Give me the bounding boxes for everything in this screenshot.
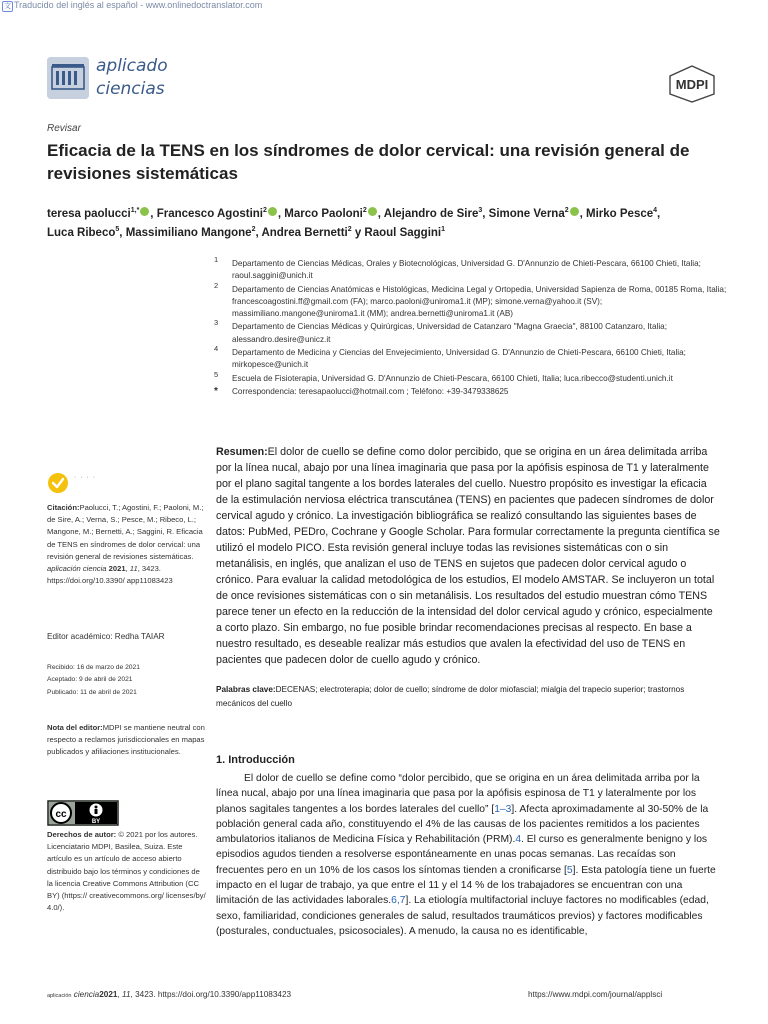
translator-link[interactable]: Traducido del inglés al español - www.onlinedoctranslator.com	[14, 0, 263, 10]
cc-by-license-badge[interactable]	[47, 800, 119, 826]
affiliation-item	[214, 255, 734, 283]
mdpi-logo-icon	[664, 64, 720, 104]
author-name[interactable]: Andrea Bernetti	[261, 226, 348, 239]
citation-journal: aplicación ciencia	[47, 564, 107, 574]
author-affiliation-mark: 2	[347, 225, 352, 233]
svg-text:cc: cc	[55, 809, 67, 820]
orcid-icon[interactable]	[570, 207, 579, 216]
author-name[interactable]: Mirko Pesce	[586, 207, 654, 220]
author-affiliation-mark: 1,*	[130, 207, 140, 214]
affiliation-item	[214, 344, 734, 372]
copyright	[47, 829, 207, 914]
footer-doi[interactable]: , 3423. https://doi.org/10.3390/app11083423	[130, 990, 292, 999]
author-name[interactable]: Luca Ribeco	[47, 226, 116, 239]
footer-year: 2021	[99, 990, 118, 999]
reference-link[interactable]: 5	[566, 864, 573, 876]
correspondence	[214, 386, 734, 398]
citation-volume: 11	[129, 564, 138, 574]
citation-label: Citación:	[47, 503, 80, 512]
author-name[interactable]: Simone Verna	[488, 207, 565, 220]
correspondence-mark: *	[214, 385, 218, 397]
published-date: Publicado: 11 de abril de 2021	[47, 688, 137, 696]
author-affiliation-mark: 2	[251, 225, 256, 233]
citation-text: Paolucci, T.; Agostini, F.; Paoloni, M.; de Sire, A.; Verna, S.; Pesce, M.; Ribeco, L.; Mangone, M.; Bernetti, A.; Saggini, R. Eficacia de TENS en síndromes de dolor cervical: una revisión general de revisiones sistemáticas.	[47, 503, 204, 561]
affiliation-item	[214, 318, 734, 346]
author-name[interactable]: teresa paolucci	[47, 207, 131, 220]
intro-text: ]. Afecta aproximadamente al 30-50% de la población general cada año, constituyendo el 4% de las causas de los pacientes remitidos a los pacientes ambulatorios italianos de Medicina Física y Rehabilitación (PRM).	[216, 803, 709, 846]
author-affiliation-mark: 3	[478, 207, 483, 214]
intro-text: El dolor de cuello se define como “dolor percibido, que se origina en un área delimitada arriba por la línea nucal, abajo por una línea imaginaria que pasa por la apófisis espinosa de T1 y lateralmente por los planos sagitales tangentes a los bordes laterales del cuello” [	[216, 773, 700, 815]
orcid-icon[interactable]	[368, 207, 377, 216]
cc-badge-text: BY	[91, 819, 101, 825]
author-affiliation-mark: 5	[115, 225, 120, 233]
dates	[47, 662, 207, 699]
affiliation-text: Departamento de Ciencias Médicas, Orales y Biotecnológicas, Universidad G. D'Annunzio de Chieti-Pescara, 66100 Chieti, Italia; raoul.saggini@unich.it	[232, 259, 701, 281]
affiliation-number: 5	[214, 369, 219, 379]
author-list: teresa paolucci$^{1,*}$ , Francesco Agostini$^2$ , Marco Paoloni$^2$ , Alejandro de Sire$^3$, Simone Verna$^2$ , Mirko Pesce$^4$, Luca Ribeco$^5$, Massimiliano Mangone$^2$, Andrea Bernetti$^2$ y Raoul Saggini$^1$	[47, 207, 661, 239]
keywords-text: DECENAS; electroterapia; dolor de cuello; síndrome de dolor miofascial; mialgia del trapecio superior; trastornos mecánicos del cuello	[216, 685, 685, 708]
author-affiliation-mark: 1	[441, 225, 446, 233]
intro-text: ]. Esta patología tiene un fuerte impacto en el lugar de trabajo, ya que entre el 11 y el 14 % de los trabajadores se encuentran con una limitación de las actividades laborales.	[216, 864, 716, 907]
author-name[interactable]: Massimiliano Mangone	[125, 226, 252, 239]
author-name[interactable]: Alejandro de Sire	[383, 207, 479, 220]
affiliation-item	[214, 369, 734, 385]
reference-link[interactable]: 4	[515, 834, 522, 846]
keywords	[216, 683, 720, 711]
check-for-updates-dots: · · · ·	[74, 474, 97, 481]
keywords-label: Palabras clave:	[216, 685, 276, 694]
footer-volume: 11	[122, 990, 131, 999]
affiliation-number: 3	[214, 318, 219, 328]
publisher-name: MDPI	[675, 77, 709, 92]
journal-name-line1: aplicado	[96, 56, 168, 76]
author-name[interactable]: Francesco Agostini	[156, 207, 263, 220]
orcid-icon[interactable]	[268, 207, 277, 216]
affiliation-number: 4	[214, 344, 219, 354]
citation-doi[interactable]: , 3423. https://doi.org/10.3390/ app11083423	[47, 564, 173, 586]
author-affiliation-mark: 4	[653, 207, 658, 214]
copyright-label: Derechos de autor:	[47, 830, 117, 839]
affiliation-number: 2	[214, 280, 219, 290]
accepted-date: Aceptado: 9 de abril de 2021	[47, 676, 133, 684]
journal-name-line2: ciencias	[96, 79, 165, 99]
author-affiliation-mark: 2	[262, 207, 267, 214]
affiliation-text: Escuela de Fisioterapia, Universidad G. D'Annunzio de Chieti-Pescara, 66100 Chieti, Italia; luca.ribecco@studenti.unich.it	[232, 373, 673, 383]
affiliation-item	[214, 280, 734, 321]
author-name[interactable]: y Raoul Saggini	[354, 226, 442, 239]
section-heading: 1. Introducción	[216, 754, 295, 766]
journal-logo-icon	[47, 57, 89, 99]
author-affiliation-mark: 2	[564, 207, 569, 214]
academic-editor: Editor académico: Redha TAIAR	[47, 632, 165, 641]
copyright-text: © 2021 por los autores. Licenciatario MDPI, Basilea, Suiza. Este artículo es un artículo de acceso abierto distribuido bajo los términos y condiciones de la licencia Creative Commons Attribution (CC BY) (https:// creativecommons.org/ licenses/by/ 4.0/).	[47, 830, 206, 913]
article-type: Revisar	[47, 123, 81, 134]
citation: Citación:Paolucci, T.; Agostini, F.; Paoloni, M.; de Sire, A.; Verna, S.; Pesce, M.; Ribeco, L.; Mangone, M.; Bernetti, A.; Saggini, R. Eficacia de TENS en síndromes de dolor cervical: una revisión general de revisiones sistemáticas. aplicación ciencia 2021, 11, 3423. https://doi.org/10.3390/ app11083423	[47, 503, 204, 586]
affiliations	[214, 255, 734, 399]
note-label: Nota del editor:	[47, 723, 103, 732]
article-title: Eficacia de la TENS en los síndromes de dolor cervical: una revisión general de revisiones sistemáticas	[47, 141, 690, 183]
orcid-icon[interactable]	[140, 207, 149, 216]
abstract-text: El dolor de cuello se define como dolor percibido, que se origina en un área delimitada arriba por la línea nucal, abajo por una línea imaginaria que pasa por la apófisis espinosa de T1 y lateralmente por el plano sagital tangente a los bordes laterales del cuello. Nuestro propósito es investigar la eficacia de la estimulación nerviosa eléctrica transcutánea (TENS) en pacientes que padecen síndromes de dolor cervical agudo y crónico. La investigación bibliográfica se realizó consultando las siguientes bases de datos: PubMed, PEDro, Cochrane y Google Scholar. Para formular correctamente la pregunta científica se utilizó el modelo PICO. Esta revisión general incluye todas las revisiones sistemáticas con o sin metanálisis, en inglés, que analizan el uso de TENS en sujetos que padecen dolor cervical agudo o crónico. Para evaluar la calidad metodológica de los estudios, El modelo AMSTAR. Se incluyeron un total de once revisiones sistemáticas con o sin metanálisis. Los resultados del estudio muestran cómo TENS parece tener un efecto en la reducción de la intensidad del dolor cervical agudo y crónico, especialmente a corto plazo. Sin embargo, no fue posible brindar recomendaciones precisas al respecto. En base a nuestro resultado, es deseable realizar más estudios que avalen la efectividad del uso de TENS en pacientes que padecen dolor de cuello agudo y crónico.	[216, 446, 720, 666]
affiliation-number: 1	[214, 255, 219, 264]
abstract-label: Resumen:	[216, 446, 268, 458]
intro-text: ]. La etiología multifactorial incluye factores no modificables (edad, sexo, familiaridad, condiciones generales de salud, resultados traumáticos previos) y factores modificables (posturales, conductuales, psicosociales). A menudo, la causa no es identificable,	[216, 895, 709, 937]
footer-journal: ciencia	[73, 990, 100, 999]
citation-year: 2021	[108, 564, 126, 574]
note-text: MDPI se mantiene neutral con respecto a reclamos jurisdiccionales en mapas publicados y afiliaciones institucionales.	[47, 723, 205, 757]
journal-name	[96, 55, 168, 101]
footer-tiny: aplicación	[47, 993, 72, 999]
author-name[interactable]: Marco Paoloni	[284, 207, 363, 220]
affiliation-text: Departamento de Medicina y Ciencias del Envejecimiento, Universidad G. D'Annunzio de Chieti-Pescara, 66100 Chieti, Italia; mirkopesce@unich.it	[232, 348, 686, 370]
affiliation-text: Departamento de Ciencias Anatómicas e Histológicas, Medicina Legal y Ortopedia, Universidad Sapienza de Roma, 00185 Roma, Italia; francescoagostini.ff@gmail.com (FA); marco.paoloni@uniroma1.it (MP); simone.verna@yahoo.it (SV); massimiliano.mangone@uniroma1.it (MM); andrea.bernetti@uniroma1.it (AB)	[232, 284, 727, 319]
author-affiliation-mark: 2	[362, 207, 367, 214]
footer-citation: aplicación ciencia2021, 11, 3423. https://doi.org/10.3390/app11083423	[47, 990, 292, 999]
check-for-updates-icon[interactable]	[47, 472, 69, 494]
editor-note	[47, 722, 207, 759]
translate-icon: 文	[4, 3, 11, 10]
reference-link[interactable]: 1–3	[494, 803, 512, 815]
received-date: Recibido: 16 de marzo de 2021	[47, 664, 140, 671]
correspondence-text: Correspondencia: teresapaolucci@hotmail.com ; Teléfono: +39-3479338625	[232, 386, 509, 396]
translator-bar	[0, 0, 768, 12]
abstract	[216, 444, 720, 668]
intro-text: . El curso es generalmente benigno y los episodios agudos tienden a resolverse espontáneamente en unas pocas semanas. Las recaídas son frecuentes pero en un 10% de los casos los síntomas tienden a cronificarse [	[216, 834, 708, 876]
introduction-paragraph	[216, 771, 720, 939]
footer-journal-url[interactable]: https://www.mdpi.com/journal/applsci	[528, 990, 663, 999]
reference-link[interactable]: 6,7	[391, 895, 406, 907]
affiliation-text: Departamento de Ciencias Médicas y Quirúrgicas, Universidad de Catanzaro "Magna Graecia", 88100 Catanzaro, Italia; alessandro.desire@unicz.it	[232, 322, 667, 344]
